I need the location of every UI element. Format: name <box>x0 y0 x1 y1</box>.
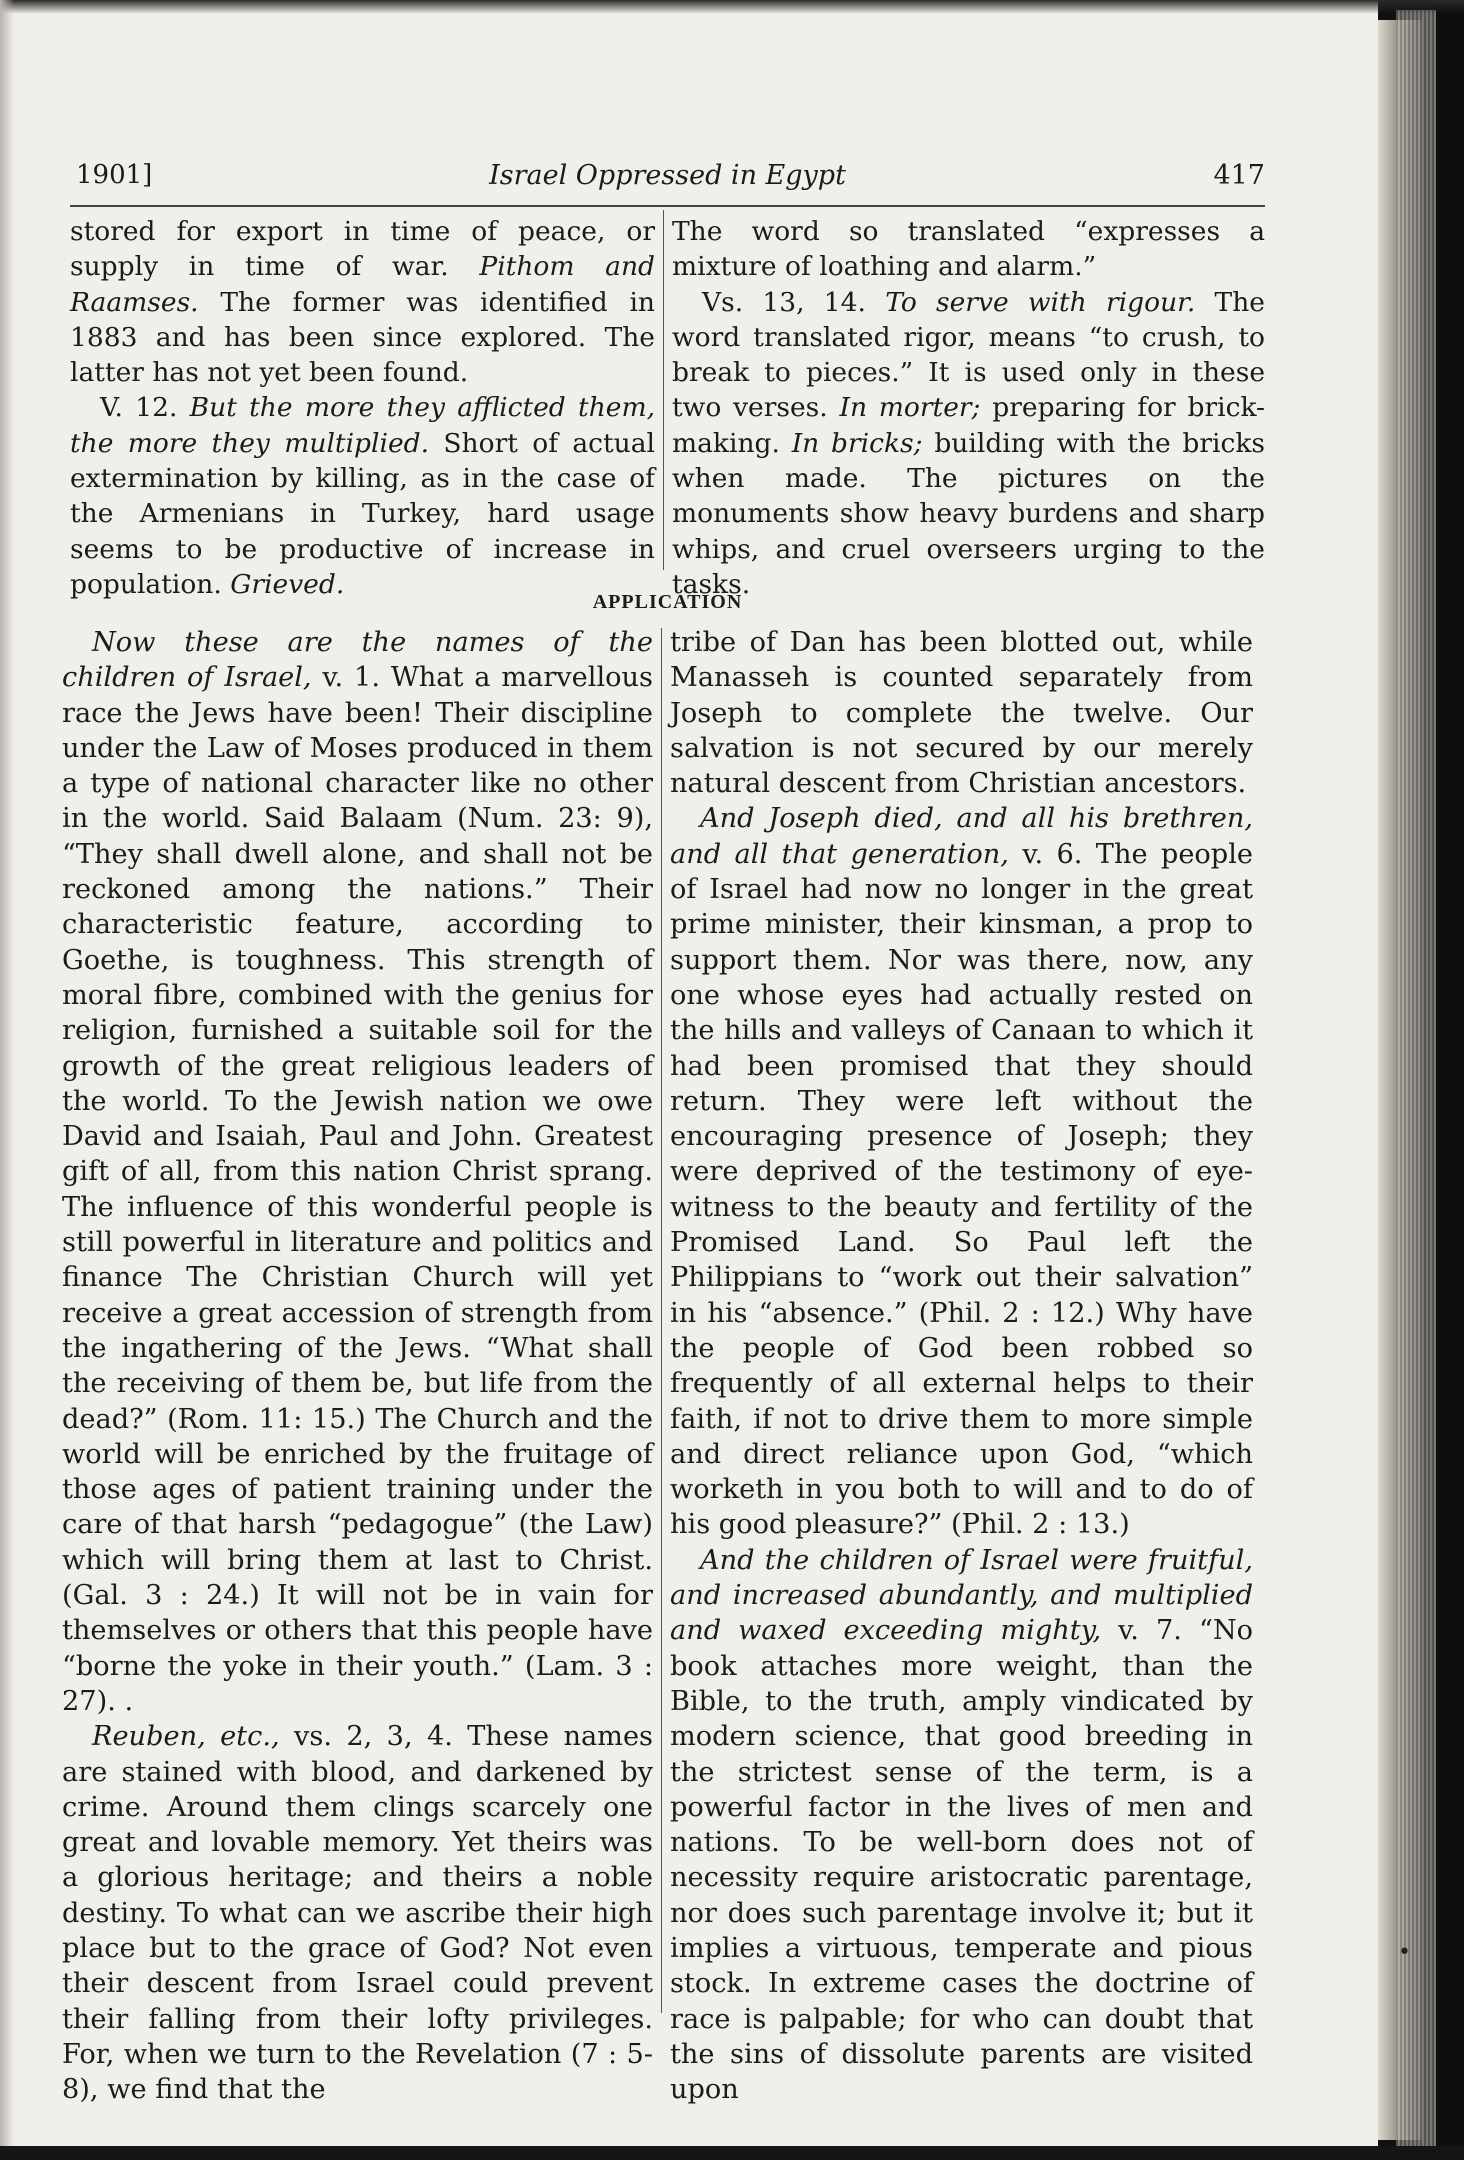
left-edge-shadow <box>0 0 14 2160</box>
italic-run: And the children of Israel were fruitful, and increased abundantly, and multiplied and waxed exceeding mighty, <box>670 1544 1253 1647</box>
text-run: tribe of Dan has been blotted out, while Manasseh is counted separately from Joseph to complete the twelve. Our salvation is not secured by our merely natural descent from Christian ancestors. <box>670 627 1253 800</box>
italic-run: And Joseph died, and all his brethren, and all that generation, <box>670 803 1253 870</box>
text-run: Short of actual extermination by killing, as in the case of the Armenians in Turkey, hard usage seems to be productive of increase in population. <box>70 427 655 600</box>
paragraph <box>70 214 655 390</box>
text-run: preparing for brick-making. <box>672 392 1266 459</box>
text-run: v. 6. The people of Israel had now no longer in the great prime minister, their kinsman, a prop to support them. Nor was there, now, any one whose eyes had actually rested on the hills and valleys of Canaan to which it had been promised that they should return. They were left without the encouraging presence of Joseph; they were deprived of the testimony of eye-witness to the beauty and fertility of the Promised Land. So Paul left the Philippians to “work out their salvation” in his “absence.” (Phil. 2 : 12.) Why have the people of God been robbed so frequently of all external helps to their faith, if not to drive them to more simple and direct reliance upon God, “which worketh in you both to will and to do of his good pleasure?” (Phil. 2 : 13.) <box>670 838 1253 1541</box>
paragraph <box>672 285 1265 603</box>
italic-run: To serve with rigour. <box>885 286 1196 318</box>
text-run: The word translated rigor, means “to crush, to break to pieces.” It is used only in these two verses. <box>672 286 1265 424</box>
paragraph <box>672 214 1265 285</box>
section-heading: APPLICATION <box>592 591 743 613</box>
lower-right-column <box>670 625 1253 2107</box>
text-run: v. 1. What a marvellous race the Jews have been! Their discipline under the Law of Moses produced in them a type of national character like no other in the world. Said Balaam (Num. 23: 9), “They shall dwell alone, and shall not be reckoned among the nations.” Their characteristic feature, according to Goethe, is toughness. This strength of moral fibre, combined with the genius for religion, furnished a suitable soil for the growth of the great religious leaders of the world. To the Jewish nation we owe David and Isaiah, Paul and John. Greatest gift of all, from this nation Christ sprang. The influence of this wonderful people is still powerful in literature and politics and finance The Christian Church will yet receive a great accession of strength from the ingathering of the Jews. “What shall the receiving of them be, but life from the dead?” (Rom. 11: 15.) The Church and the world will be enriched by the fruitage of those ages of patient training under the care of that harsh “pedagogue” (the Law) which will bring them at last to Christ. (Gal. 3 : 24.) It will not be in vain for themselves or others that this people have “borne the yoke in their youth.” (Lam. 3 : 27). . <box>62 662 653 1717</box>
paragraph <box>670 625 1253 801</box>
italic-run: Reuben, etc., <box>92 1721 280 1753</box>
verse-reference: V. 12. <box>100 392 190 424</box>
lower-left-column <box>62 625 653 2107</box>
verse-reference: Vs. 13, 14. <box>702 286 886 318</box>
italic-run: In morter; <box>839 392 981 424</box>
text-run: building with the bricks when made. The pictures on the monuments show heavy burdens and sharp whips, and cruel overseers urging to the tasks. <box>672 427 1266 600</box>
paragraph <box>670 1543 1253 2108</box>
header-rule <box>70 205 1265 207</box>
paragraph <box>670 801 1253 1542</box>
text-run: stored for export in time of peace, or supply in time of war. <box>70 216 655 283</box>
italic-run: Now these are the names of the children of Israel, <box>62 627 653 694</box>
book-page-edges <box>1396 10 1438 2160</box>
text-run: v. 7. “No book attaches more weight, than the Bible, to the truth, amply vindicated by modern science, that good breeding in the strictest sense of the term, is a powerful factor in the lives of men and nations. To be well-born does not of necessity require aristocratic parentage, nor does such parentage involve it; but it implies a virtuous, temperate and pious stock. In extreme cases the doctrine of race is palpable; for who can doubt that the sins of dissolute parents are visited upon <box>670 1615 1254 2106</box>
paragraph <box>62 1719 653 2107</box>
paragraph <box>70 390 655 602</box>
top-edge-shadow <box>0 0 1464 14</box>
italic-run: Pithom and Raamses. <box>70 251 656 318</box>
running-head <box>70 160 1265 200</box>
upper-left-column <box>70 214 655 602</box>
italic-run: Grieved. <box>230 568 345 600</box>
margin-mark: • <box>1398 1940 1411 1965</box>
italic-run: In bricks; <box>791 427 923 459</box>
text-run: vs. 2, 3, 4. These names are stained with blood, and darkened by crime. Around them clings scarcely one great and lovable memory. Yet theirs was a glorious heritage; and theirs a noble destiny. To what can we ascribe their high place but to the grace of God? Not even their descent from Israel could prevent their falling from their lofty privileges. For, when we turn to the Revelation (7 : 5-8), we find that the <box>62 1721 653 2106</box>
text-run: The former was identified in 1883 and has been since explored. The latter has not yet been found. <box>70 286 655 389</box>
upper-right-column <box>672 214 1265 602</box>
bottom-edge-shadow <box>0 2146 1464 2160</box>
italic-run: But the more they afflicted them, the more they multiplied. <box>70 392 656 459</box>
text-run: The word so translated “expresses a mixture of loathing and alarm.” <box>672 216 1265 283</box>
running-head-year: 1901] <box>76 160 153 190</box>
book-cover-edge <box>1436 0 1464 2160</box>
paragraph <box>62 625 653 1719</box>
column-divider <box>663 210 664 570</box>
running-head-title: Israel Oppressed in Egypt <box>489 160 846 191</box>
page-number: 417 <box>1213 160 1265 191</box>
column-divider <box>661 628 662 2013</box>
